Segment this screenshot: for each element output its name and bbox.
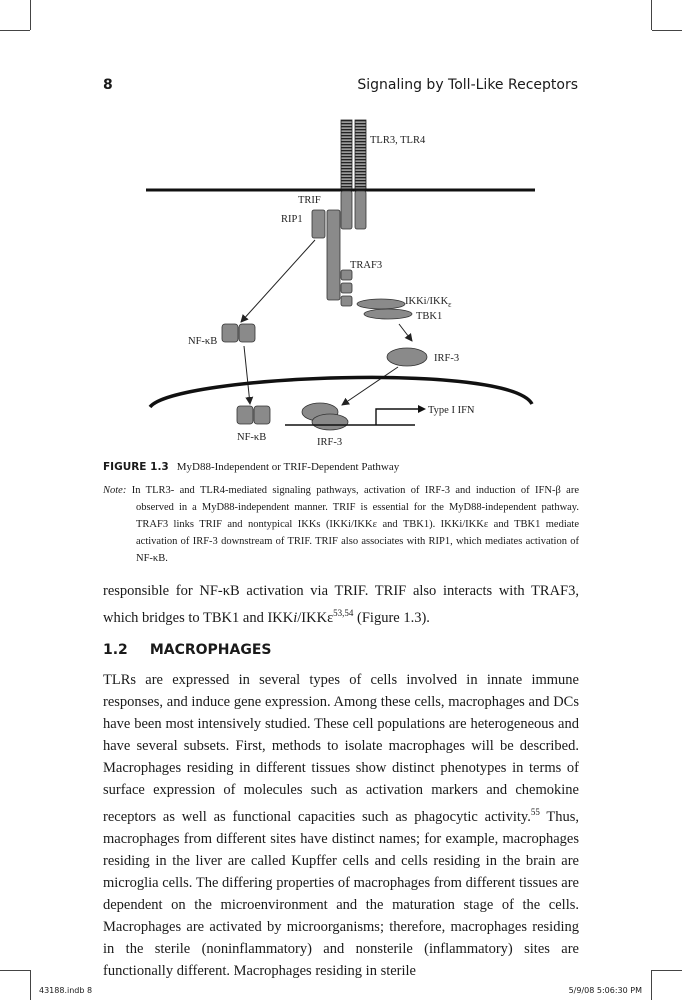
crop-mark xyxy=(651,970,652,1000)
tlr-receptor xyxy=(355,120,366,190)
nfkb-nuclear xyxy=(237,406,253,424)
traf3-label: TRAF3 xyxy=(350,260,383,271)
figure-caption xyxy=(103,461,579,473)
irf3-protein xyxy=(387,348,427,366)
tbk1-protein xyxy=(364,309,412,319)
figure-note xyxy=(103,482,579,567)
irf3-cyto-label: IRF-3 xyxy=(434,353,460,364)
irf3-dimer xyxy=(312,414,348,430)
tlr-cytoplasmic-domain xyxy=(355,191,366,229)
type1-ifn-label: Type I IFN xyxy=(428,405,475,416)
rip1-label: RIP1 xyxy=(281,214,303,225)
nfkb-nuclear xyxy=(254,406,270,424)
transcription-arrowhead xyxy=(418,405,426,413)
transcription-arrow xyxy=(376,409,418,425)
traf3-protein xyxy=(341,270,352,280)
footer-timestamp: 5/9/08 5:06:30 PM xyxy=(568,986,642,995)
ikki-protein xyxy=(357,299,405,309)
note-label: Note: xyxy=(103,485,127,496)
crop-mark xyxy=(652,970,682,971)
pathway-diagram xyxy=(0,0,682,460)
section-heading xyxy=(103,642,272,658)
crop-mark xyxy=(30,970,31,1000)
arrow xyxy=(244,346,250,404)
nfkb-cyto-label: NF-κB xyxy=(188,336,218,347)
arrow xyxy=(342,367,398,405)
rip1-protein xyxy=(312,210,325,238)
crop-mark xyxy=(0,970,30,971)
trif-protein xyxy=(327,210,340,300)
nfkb-nuc-label: NF-κB xyxy=(237,432,267,443)
figure-title: MyD88-Independent or TRIF-Dependent Pathway xyxy=(176,461,400,473)
running-head: Signaling by Toll-Like Receptors xyxy=(357,77,578,93)
section-title: MACROPHAGES xyxy=(149,642,272,658)
traf3-protein xyxy=(341,283,352,293)
section-number: 1.2 xyxy=(103,642,128,658)
page-number: 8 xyxy=(103,77,113,93)
tlr-cytoplasmic-domain xyxy=(341,191,352,229)
trif-label: TRIF xyxy=(298,195,321,206)
tbk1-label: TBK1 xyxy=(416,311,443,322)
arrow xyxy=(399,324,412,341)
tlr-label: TLR3, TLR4 xyxy=(370,135,426,146)
nuclear-membrane xyxy=(150,377,532,407)
irf3-nuc-label: IRF-3 xyxy=(317,437,343,448)
note-text: In TLR3- and TLR4-mediated signaling pathways, activation of IRF-3 and induction of IFN-β are observed in a MyD88-independent manner. TRIF is essential for the MyD88-independent pathway. TRAF3 links TRIF and nontypical IKKs (IKKi/IKKε and TBK1). IKKi/IKKε and TBK1 mediate activation of IRF-3 downstream of TRIF. TRIF also associates with RIP1, which mediates activation of NF-κB. xyxy=(131,485,580,564)
ikki-label: IKKi/$IKK_\varepsilon$ xyxy=(405,296,452,309)
figure-label: FIGURE 1.3 xyxy=(103,461,169,473)
nfkb-protein xyxy=(239,324,255,342)
footer-file: 43188.indb 8 xyxy=(39,986,93,995)
tlr-receptor xyxy=(341,120,352,190)
body-paragraph: responsible for NF-κB activation via TRIF. TRIF also interacts with TRAF3, which bridges to TBK1 and IKKi/IKKε$^{53,54}$ (Figure 1.3). xyxy=(103,583,579,626)
body-paragraph: TLRs are expressed in several types of cells involved in innate immune responses, and induce gene expression. Among these cells, macrophages and DCs have been most intensively studied. These cell populations are heterogeneous and have several subsets. First, methods to isolate macrophages will be described. Macrophages residing in different tissues show distinct phenotypes in terms of surface expression of molecules such as activation markers and chemokine receptors as well as functional capacities such as phagocytic activity.$^{55}$ Thus, macrophages from different sites have distinct names; for example, macrophages residing in the liver are called Kupffer cells and cells residing in the brain are microglia cells. The differing properties of macrophages from different tissues are dependent on the microenvironment and the maturation stage of the cells. Macrophages are activated by microorganisms; therefore, macrophages residing in the sterile (noninflammatory) and nonsterile (inflammatory) sites are functionally different. Macrophages residing in sterile xyxy=(103,672,579,979)
arrow xyxy=(241,240,315,322)
traf3-protein xyxy=(341,296,352,306)
nfkb-protein xyxy=(222,324,238,342)
